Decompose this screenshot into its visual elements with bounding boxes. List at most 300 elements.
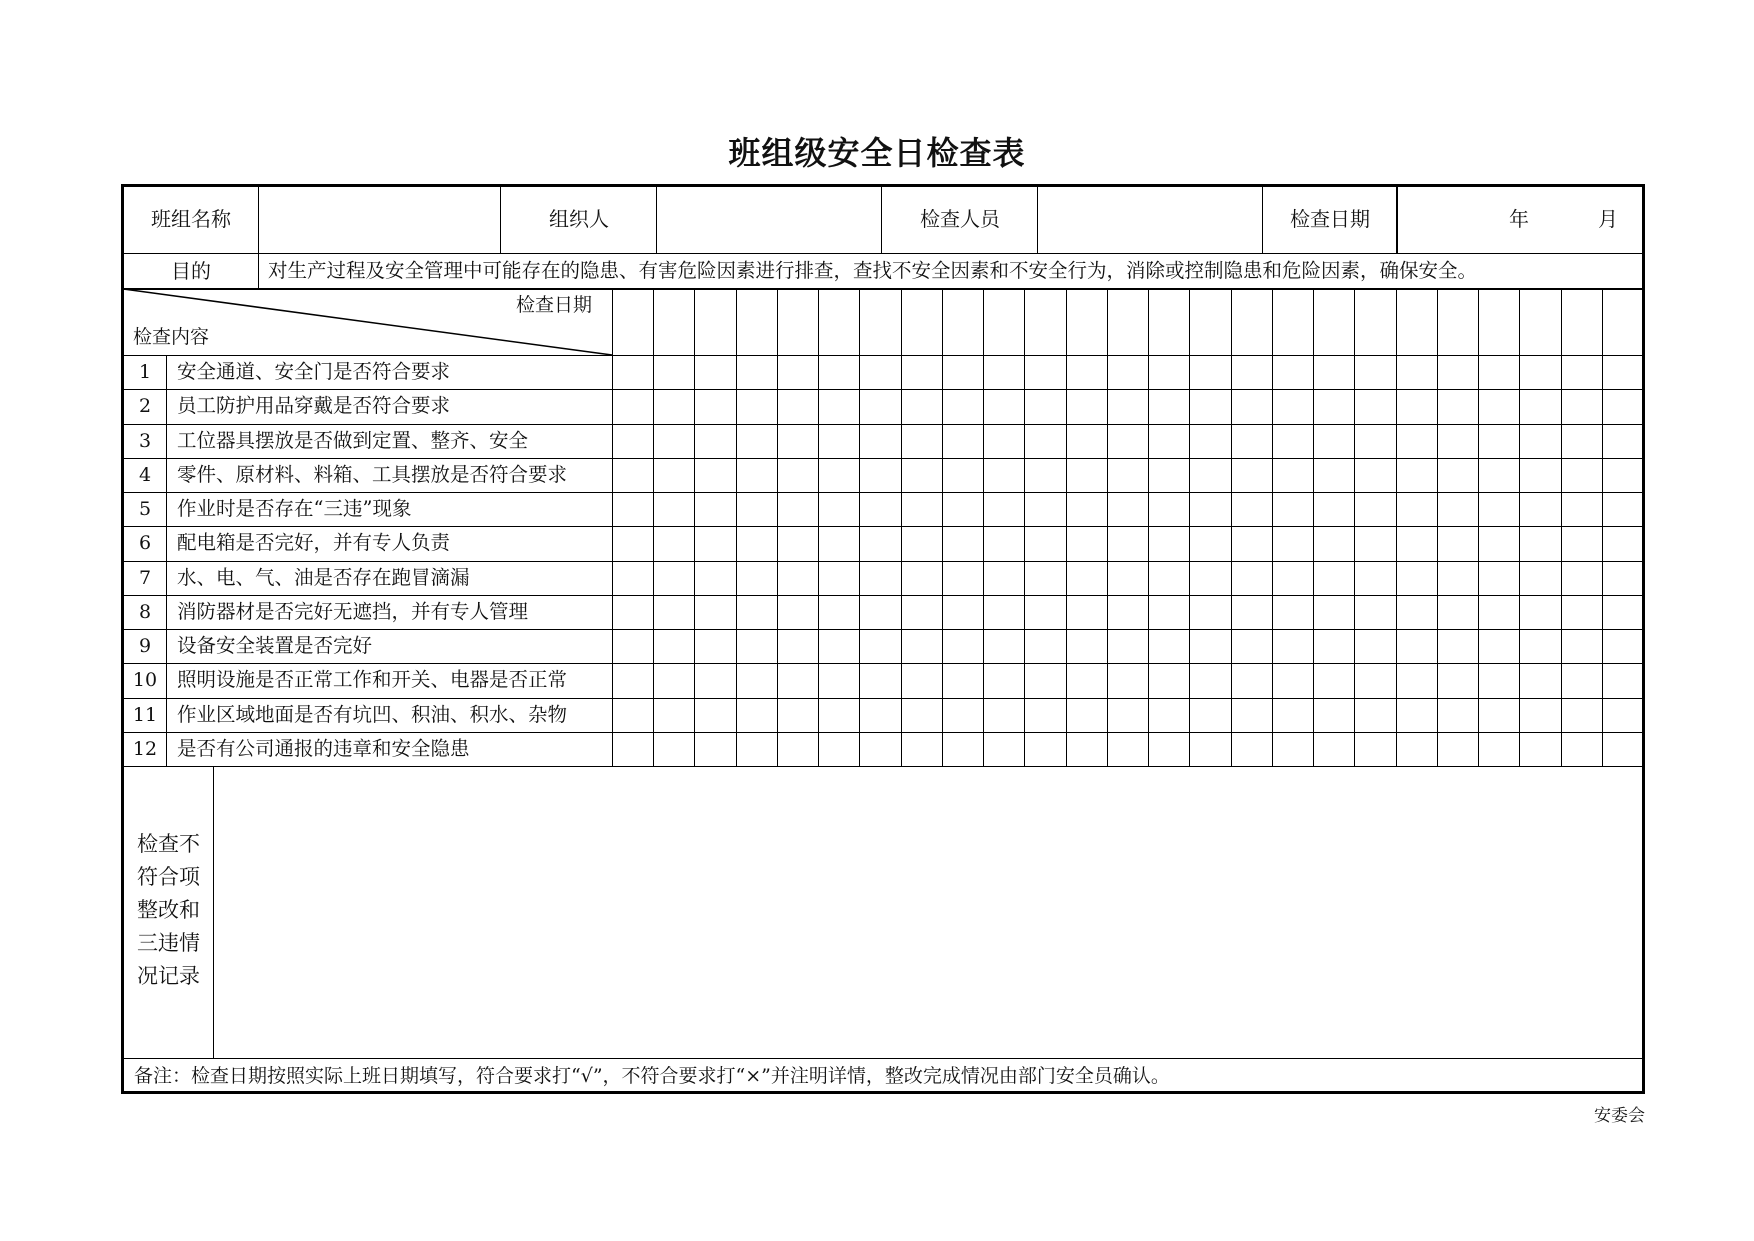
check-cell[interactable] [944, 426, 981, 456]
check-cell[interactable] [903, 357, 940, 387]
check-cell[interactable] [1026, 597, 1063, 627]
check-cell[interactable] [779, 734, 816, 764]
check-cell[interactable] [985, 700, 1022, 730]
check-cell[interactable] [1068, 494, 1105, 524]
check-cell[interactable] [944, 494, 981, 524]
date-header-cell[interactable] [1191, 291, 1228, 353]
check-cell[interactable] [1521, 734, 1558, 764]
check-cell[interactable] [985, 494, 1022, 524]
check-cell[interactable] [1356, 426, 1393, 456]
check-cell[interactable] [861, 426, 898, 456]
check-cell[interactable] [1315, 357, 1352, 387]
check-cell[interactable] [738, 426, 775, 456]
check-cell[interactable] [1191, 563, 1228, 593]
check-cell[interactable] [655, 357, 692, 387]
check-cell[interactable] [944, 734, 981, 764]
check-cell[interactable] [1150, 357, 1187, 387]
check-cell[interactable] [903, 391, 940, 421]
check-cell[interactable] [738, 494, 775, 524]
check-cell[interactable] [1563, 460, 1600, 490]
check-cell[interactable] [1068, 597, 1105, 627]
check-cell[interactable] [944, 563, 981, 593]
check-cell[interactable] [1356, 460, 1393, 490]
check-cell[interactable] [1315, 426, 1352, 456]
check-cell[interactable] [738, 597, 775, 627]
check-cell[interactable] [903, 563, 940, 593]
check-cell[interactable] [1233, 700, 1270, 730]
check-cell[interactable] [1068, 528, 1105, 558]
check-cell[interactable] [655, 665, 692, 695]
check-cell[interactable] [1109, 665, 1146, 695]
check-cell[interactable] [614, 528, 651, 558]
check-cell[interactable] [861, 563, 898, 593]
check-cell[interactable] [655, 426, 692, 456]
check-cell[interactable] [1563, 665, 1600, 695]
check-cell[interactable] [1109, 734, 1146, 764]
check-cell[interactable] [1191, 494, 1228, 524]
check-cell[interactable] [1604, 563, 1641, 593]
date-header-cell[interactable] [1274, 291, 1311, 353]
check-cell[interactable] [1480, 426, 1517, 456]
check-cell[interactable] [1480, 357, 1517, 387]
check-cell[interactable] [1191, 528, 1228, 558]
date-header-cell[interactable] [1026, 291, 1063, 353]
date-header-cell[interactable] [820, 291, 857, 353]
check-cell[interactable] [1109, 391, 1146, 421]
check-cell[interactable] [1356, 563, 1393, 593]
check-cell[interactable] [903, 597, 940, 627]
check-cell[interactable] [738, 460, 775, 490]
check-cell[interactable] [1521, 528, 1558, 558]
check-cell[interactable] [1233, 357, 1270, 387]
check-cell[interactable] [944, 665, 981, 695]
check-cell[interactable] [1563, 631, 1600, 661]
date-header-cell[interactable] [779, 291, 816, 353]
check-cell[interactable] [1398, 631, 1435, 661]
check-cell[interactable] [1315, 665, 1352, 695]
check-cell[interactable] [1233, 597, 1270, 627]
check-cell[interactable] [1109, 631, 1146, 661]
check-cell[interactable] [1604, 391, 1641, 421]
check-cell[interactable] [1109, 357, 1146, 387]
check-cell[interactable] [861, 528, 898, 558]
check-cell[interactable] [1068, 700, 1105, 730]
check-cell[interactable] [779, 665, 816, 695]
check-cell[interactable] [1439, 700, 1476, 730]
check-cell[interactable] [985, 391, 1022, 421]
check-cell[interactable] [985, 665, 1022, 695]
check-cell[interactable] [820, 665, 857, 695]
date-header-cell[interactable] [738, 291, 775, 353]
check-cell[interactable] [1068, 357, 1105, 387]
check-cell[interactable] [1439, 631, 1476, 661]
check-cell[interactable] [1604, 528, 1641, 558]
check-cell[interactable] [1439, 665, 1476, 695]
check-cell[interactable] [614, 734, 651, 764]
check-cell[interactable] [1604, 460, 1641, 490]
check-cell[interactable] [1233, 631, 1270, 661]
check-cell[interactable] [1150, 494, 1187, 524]
check-cell[interactable] [820, 391, 857, 421]
check-cell[interactable] [1398, 357, 1435, 387]
check-cell[interactable] [985, 528, 1022, 558]
check-cell[interactable] [1109, 460, 1146, 490]
check-cell[interactable] [1521, 631, 1558, 661]
check-cell[interactable] [1398, 665, 1435, 695]
check-cell[interactable] [1398, 426, 1435, 456]
date-header-cell[interactable] [1068, 291, 1105, 353]
check-cell[interactable] [985, 563, 1022, 593]
check-cell[interactable] [1398, 391, 1435, 421]
date-header-cell[interactable] [1521, 291, 1558, 353]
check-cell[interactable] [738, 528, 775, 558]
check-cell[interactable] [985, 357, 1022, 387]
check-cell[interactable] [1480, 631, 1517, 661]
check-cell[interactable] [738, 700, 775, 730]
check-cell[interactable] [1315, 631, 1352, 661]
check-cell[interactable] [903, 426, 940, 456]
check-cell[interactable] [1274, 357, 1311, 387]
check-cell[interactable] [1480, 700, 1517, 730]
check-cell[interactable] [614, 597, 651, 627]
check-cell[interactable] [1315, 734, 1352, 764]
date-header-cell[interactable] [1563, 291, 1600, 353]
check-cell[interactable] [1563, 391, 1600, 421]
check-cell[interactable] [1191, 391, 1228, 421]
check-cell[interactable] [1109, 494, 1146, 524]
check-cell[interactable] [614, 391, 651, 421]
date-header-cell[interactable] [1604, 291, 1641, 353]
check-cell[interactable] [1521, 426, 1558, 456]
check-cell[interactable] [1233, 494, 1270, 524]
check-cell[interactable] [1109, 426, 1146, 456]
check-cell[interactable] [1604, 357, 1641, 387]
check-cell[interactable] [1521, 494, 1558, 524]
check-cell[interactable] [985, 631, 1022, 661]
check-cell[interactable] [903, 460, 940, 490]
check-cell[interactable] [1274, 597, 1311, 627]
check-cell[interactable] [903, 528, 940, 558]
check-cell[interactable] [820, 460, 857, 490]
date-header-cell[interactable] [1439, 291, 1476, 353]
check-cell[interactable] [820, 563, 857, 593]
check-cell[interactable] [985, 597, 1022, 627]
check-cell[interactable] [1521, 357, 1558, 387]
check-cell[interactable] [738, 563, 775, 593]
check-cell[interactable] [779, 426, 816, 456]
check-cell[interactable] [1274, 631, 1311, 661]
check-cell[interactable] [1068, 391, 1105, 421]
check-cell[interactable] [1563, 426, 1600, 456]
check-cell[interactable] [655, 597, 692, 627]
check-cell[interactable] [1439, 426, 1476, 456]
check-cell[interactable] [861, 665, 898, 695]
check-cell[interactable] [1068, 460, 1105, 490]
check-cell[interactable] [1026, 665, 1063, 695]
check-cell[interactable] [1068, 631, 1105, 661]
check-cell[interactable] [1439, 528, 1476, 558]
check-cell[interactable] [1150, 631, 1187, 661]
check-cell[interactable] [1315, 528, 1352, 558]
check-cell[interactable] [1233, 426, 1270, 456]
check-cell[interactable] [1439, 597, 1476, 627]
check-cell[interactable] [1191, 631, 1228, 661]
check-cell[interactable] [696, 734, 733, 764]
check-cell[interactable] [738, 391, 775, 421]
check-cell[interactable] [1150, 597, 1187, 627]
check-cell[interactable] [614, 357, 651, 387]
check-cell[interactable] [1563, 597, 1600, 627]
check-cell[interactable] [861, 700, 898, 730]
check-cell[interactable] [1563, 494, 1600, 524]
check-cell[interactable] [614, 665, 651, 695]
check-cell[interactable] [1150, 734, 1187, 764]
check-cell[interactable] [903, 734, 940, 764]
check-cell[interactable] [1068, 734, 1105, 764]
check-cell[interactable] [1274, 734, 1311, 764]
check-cell[interactable] [1439, 494, 1476, 524]
check-cell[interactable] [1233, 563, 1270, 593]
check-cell[interactable] [779, 597, 816, 627]
check-cell[interactable] [1150, 665, 1187, 695]
check-cell[interactable] [820, 528, 857, 558]
check-cell[interactable] [985, 460, 1022, 490]
check-cell[interactable] [1356, 665, 1393, 695]
check-cell[interactable] [655, 528, 692, 558]
check-cell[interactable] [1026, 734, 1063, 764]
check-cell[interactable] [1274, 494, 1311, 524]
check-cell[interactable] [779, 528, 816, 558]
check-cell[interactable] [696, 391, 733, 421]
check-cell[interactable] [1356, 391, 1393, 421]
check-cell[interactable] [1274, 700, 1311, 730]
check-cell[interactable] [1315, 494, 1352, 524]
check-cell[interactable] [614, 426, 651, 456]
check-cell[interactable] [1026, 460, 1063, 490]
check-cell[interactable] [820, 426, 857, 456]
check-cell[interactable] [696, 426, 733, 456]
check-cell[interactable] [1274, 460, 1311, 490]
check-cell[interactable] [1233, 391, 1270, 421]
check-cell[interactable] [655, 391, 692, 421]
check-cell[interactable] [1398, 460, 1435, 490]
check-cell[interactable] [1109, 597, 1146, 627]
check-cell[interactable] [655, 460, 692, 490]
check-cell[interactable] [1521, 700, 1558, 730]
date-header-cell[interactable] [696, 291, 733, 353]
check-cell[interactable] [1026, 631, 1063, 661]
check-cell[interactable] [614, 631, 651, 661]
date-header-cell[interactable] [944, 291, 981, 353]
date-header-cell[interactable] [985, 291, 1022, 353]
check-cell[interactable] [1439, 734, 1476, 764]
check-cell[interactable] [903, 494, 940, 524]
check-cell[interactable] [1521, 563, 1558, 593]
check-cell[interactable] [1439, 563, 1476, 593]
check-cell[interactable] [1233, 528, 1270, 558]
check-cell[interactable] [655, 563, 692, 593]
check-cell[interactable] [1068, 563, 1105, 593]
check-cell[interactable] [1356, 597, 1393, 627]
check-cell[interactable] [1274, 426, 1311, 456]
check-cell[interactable] [1563, 528, 1600, 558]
check-cell[interactable] [1563, 700, 1600, 730]
check-cell[interactable] [696, 494, 733, 524]
check-cell[interactable] [696, 357, 733, 387]
check-cell[interactable] [1315, 460, 1352, 490]
check-cell[interactable] [1026, 494, 1063, 524]
check-cell[interactable] [696, 528, 733, 558]
check-cell[interactable] [614, 460, 651, 490]
check-cell[interactable] [985, 426, 1022, 456]
check-cell[interactable] [820, 734, 857, 764]
check-cell[interactable] [1026, 426, 1063, 456]
check-cell[interactable] [944, 631, 981, 661]
check-cell[interactable] [944, 528, 981, 558]
check-cell[interactable] [820, 700, 857, 730]
check-cell[interactable] [779, 494, 816, 524]
check-cell[interactable] [655, 494, 692, 524]
check-cell[interactable] [1315, 391, 1352, 421]
check-cell[interactable] [944, 597, 981, 627]
check-cell[interactable] [1109, 700, 1146, 730]
check-cell[interactable] [738, 631, 775, 661]
check-cell[interactable] [861, 597, 898, 627]
check-cell[interactable] [1191, 597, 1228, 627]
check-cell[interactable] [1150, 528, 1187, 558]
check-cell[interactable] [614, 494, 651, 524]
check-cell[interactable] [1191, 665, 1228, 695]
check-cell[interactable] [1480, 460, 1517, 490]
check-cell[interactable] [655, 700, 692, 730]
check-cell[interactable] [1604, 631, 1641, 661]
check-cell[interactable] [1604, 597, 1641, 627]
check-cell[interactable] [1026, 528, 1063, 558]
check-cell[interactable] [1150, 391, 1187, 421]
check-cell[interactable] [1315, 563, 1352, 593]
date-header-cell[interactable] [655, 291, 692, 353]
date-header-cell[interactable] [861, 291, 898, 353]
check-cell[interactable] [1480, 597, 1517, 627]
check-cell[interactable] [1150, 460, 1187, 490]
check-cell[interactable] [1356, 700, 1393, 730]
check-cell[interactable] [1521, 597, 1558, 627]
check-cell[interactable] [1398, 528, 1435, 558]
check-cell[interactable] [1398, 494, 1435, 524]
check-cell[interactable] [903, 665, 940, 695]
rectification-record-area[interactable] [215, 768, 1643, 1058]
check-cell[interactable] [1398, 597, 1435, 627]
check-cell[interactable] [1356, 357, 1393, 387]
check-cell[interactable] [1274, 528, 1311, 558]
check-cell[interactable] [1604, 734, 1641, 764]
check-cell[interactable] [1315, 597, 1352, 627]
check-cell[interactable] [779, 391, 816, 421]
check-cell[interactable] [1026, 563, 1063, 593]
check-cell[interactable] [1274, 665, 1311, 695]
check-cell[interactable] [903, 631, 940, 661]
check-cell[interactable] [1521, 460, 1558, 490]
check-cell[interactable] [1521, 665, 1558, 695]
check-cell[interactable] [779, 700, 816, 730]
check-cell[interactable] [1191, 460, 1228, 490]
check-cell[interactable] [614, 700, 651, 730]
check-cell[interactable] [1604, 700, 1641, 730]
check-cell[interactable] [944, 357, 981, 387]
check-cell[interactable] [696, 631, 733, 661]
check-cell[interactable] [696, 597, 733, 627]
check-cell[interactable] [820, 357, 857, 387]
check-cell[interactable] [1356, 494, 1393, 524]
check-cell[interactable] [1480, 528, 1517, 558]
check-cell[interactable] [820, 597, 857, 627]
check-cell[interactable] [1150, 426, 1187, 456]
check-cell[interactable] [1150, 563, 1187, 593]
check-cell[interactable] [738, 734, 775, 764]
check-cell[interactable] [1233, 665, 1270, 695]
check-cell[interactable] [1356, 631, 1393, 661]
check-cell[interactable] [1563, 357, 1600, 387]
check-cell[interactable] [1480, 494, 1517, 524]
check-cell[interactable] [1191, 700, 1228, 730]
check-cell[interactable] [1480, 391, 1517, 421]
check-cell[interactable] [1604, 665, 1641, 695]
check-cell[interactable] [861, 460, 898, 490]
check-cell[interactable] [1480, 734, 1517, 764]
check-cell[interactable] [1439, 357, 1476, 387]
check-cell[interactable] [1191, 734, 1228, 764]
check-cell[interactable] [1068, 426, 1105, 456]
check-cell[interactable] [944, 700, 981, 730]
date-header-cell[interactable] [1150, 291, 1187, 353]
check-cell[interactable] [1026, 700, 1063, 730]
check-cell[interactable] [1480, 665, 1517, 695]
check-cell[interactable] [1604, 494, 1641, 524]
date-header-cell[interactable] [1356, 291, 1393, 353]
check-cell[interactable] [1356, 734, 1393, 764]
check-cell[interactable] [1191, 426, 1228, 456]
date-header-cell[interactable] [1315, 291, 1352, 353]
check-cell[interactable] [738, 357, 775, 387]
check-cell[interactable] [944, 460, 981, 490]
check-cell[interactable] [696, 563, 733, 593]
check-cell[interactable] [779, 563, 816, 593]
check-cell[interactable] [861, 357, 898, 387]
check-cell[interactable] [1233, 734, 1270, 764]
date-header-cell[interactable] [1480, 291, 1517, 353]
check-cell[interactable] [696, 665, 733, 695]
check-cell[interactable] [1233, 460, 1270, 490]
check-cell[interactable] [1398, 734, 1435, 764]
check-cell[interactable] [1109, 528, 1146, 558]
check-cell[interactable] [1398, 563, 1435, 593]
check-cell[interactable] [985, 734, 1022, 764]
check-cell[interactable] [861, 391, 898, 421]
check-cell[interactable] [1026, 357, 1063, 387]
date-header-cell[interactable] [1233, 291, 1270, 353]
check-cell[interactable] [1274, 391, 1311, 421]
check-cell[interactable] [820, 631, 857, 661]
check-cell[interactable] [1191, 357, 1228, 387]
check-cell[interactable] [1356, 528, 1393, 558]
check-cell[interactable] [1109, 563, 1146, 593]
date-header-cell[interactable] [614, 291, 651, 353]
check-cell[interactable] [779, 460, 816, 490]
check-cell[interactable] [1439, 391, 1476, 421]
check-cell[interactable] [738, 665, 775, 695]
date-header-cell[interactable] [903, 291, 940, 353]
check-cell[interactable] [861, 734, 898, 764]
